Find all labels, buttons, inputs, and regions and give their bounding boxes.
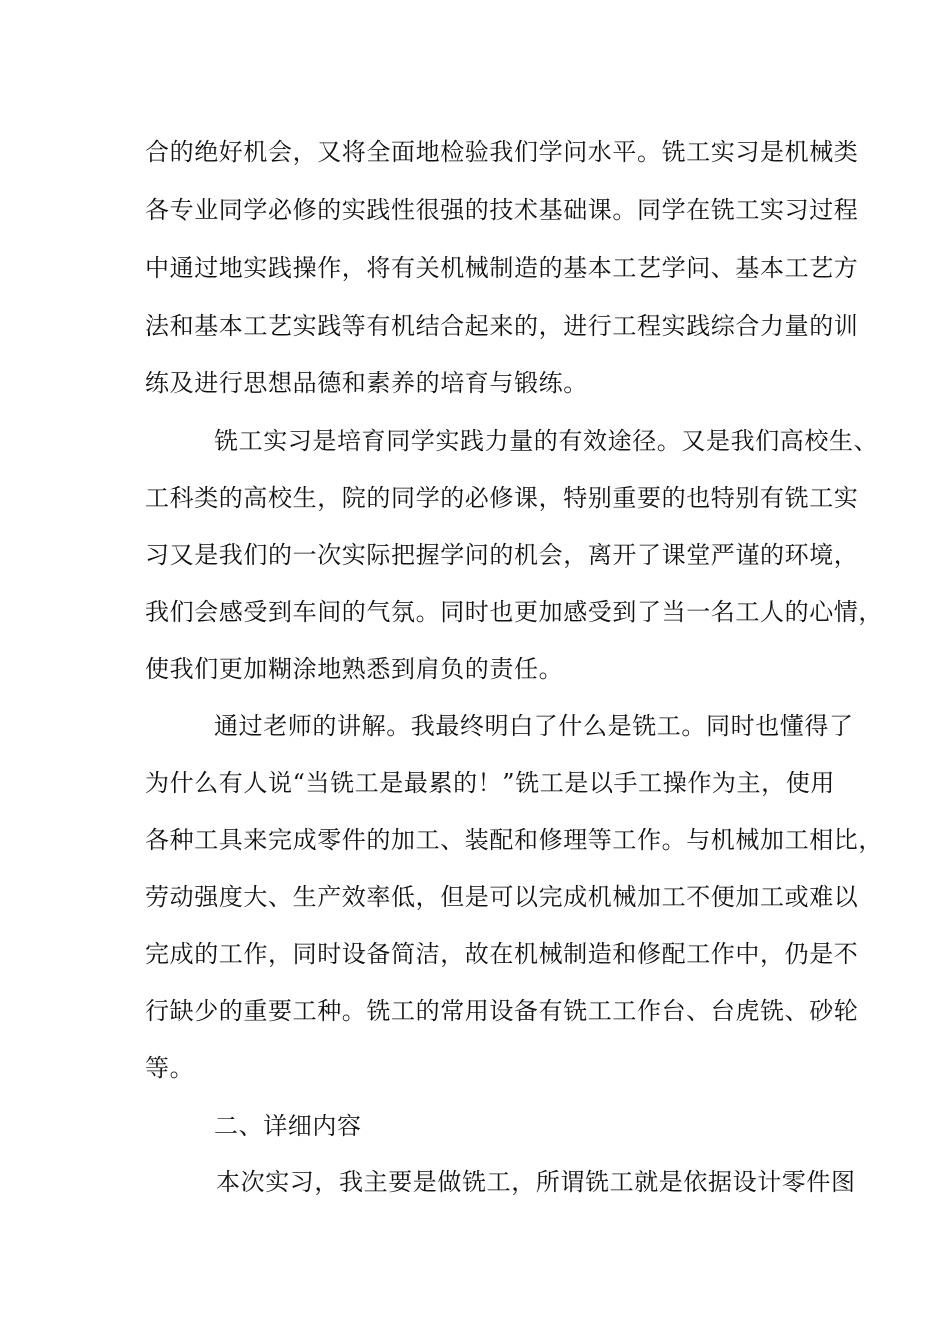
paragraph-3-line-1: 通过老师的讲解。我最终明白了什么是铣工。同时也懂得了 — [214, 712, 854, 740]
paragraph-2-line-4: 我们会感受到车间的气氛。同时也更加感受到了当一名工人的心情， — [145, 598, 883, 626]
paragraph-4-line-1: 本次实习，我主要是做铣工，所谓铣工就是依据设计零件图 — [216, 1168, 856, 1196]
paragraph-2-line-5: 使我们更加糊涂地熟悉到肩负的责任。 — [145, 655, 564, 683]
paragraph-3-line-4: 劳动强度大、生产效率低，但是可以完成机械加工不便加工或难以 — [145, 883, 859, 911]
paragraph-3-line-3: 各种工具来完成零件的加工、装配和修理等工作。与机械加工相比， — [145, 826, 883, 854]
paragraph-3-line-5: 完成的工作，同时设备简洁，故在机械制造和修配工作中，仍是不 — [145, 940, 859, 968]
paragraph-1-line-5: 练及进行思想品德和素养的培育与锻练。 — [145, 369, 588, 397]
section-heading: 二、详细内容 — [214, 1112, 362, 1140]
paragraph-2-line-1: 铣工实习是培育同学实践力量的有效途径。又是我们高校生、 — [214, 427, 879, 455]
paragraph-1-line-3: 中通过地实践操作，将有关机械制造的基本工艺学问、基本工艺方 — [145, 254, 859, 282]
paragraph-1-line-4: 法和基本工艺实践等有机结合起来的，进行工程实践综合力量的训 — [145, 312, 859, 340]
paragraph-3-line-2: 为什么有人说“当铣工是最累的！”铣工是以手工操作为主，使用 — [145, 769, 835, 797]
paragraph-2-line-2: 工科类的高校生，院的同学的必修课，特别重要的也特别有铣工实 — [145, 484, 859, 512]
paragraph-3-line-7: 等。 — [145, 1054, 195, 1082]
paragraph-1-line-2: 各专业同学必修的实践性很强的技术基础课。同学在铣工实习过程 — [145, 196, 859, 224]
paragraph-3-line-6: 行缺少的重要工种。铣工的常用设备有铣工工作台、台虎铣、砂轮 — [145, 997, 859, 1025]
paragraph-2-line-3: 习又是我们的一次实际把握学问的机会，离开了课堂严谨的环境， — [145, 541, 859, 569]
paragraph-1-line-1: 合的绝好机会，又将全面地检验我们学问水平。铣工实习是机械类 — [145, 138, 859, 166]
